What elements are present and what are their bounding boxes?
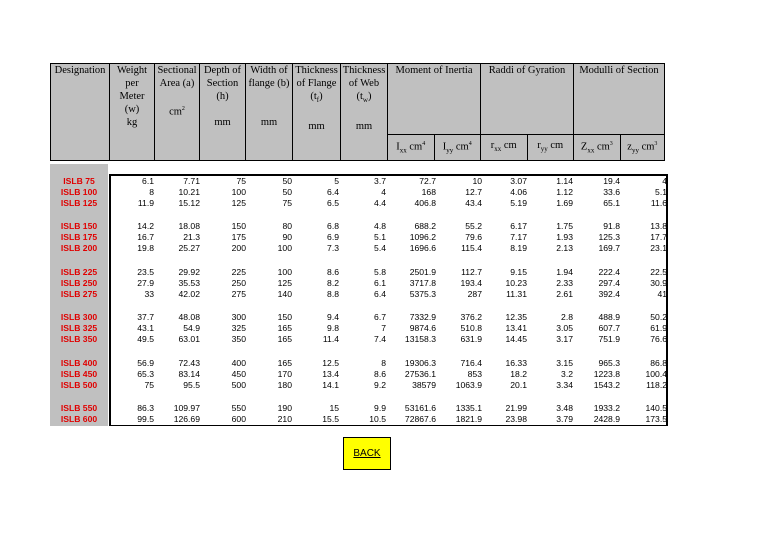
designation-cell: ISLB 600	[60, 414, 98, 424]
col-width: Width of flange (b) mm	[246, 64, 293, 161]
table-cell: 225	[231, 267, 246, 277]
table-cell: 165	[277, 358, 292, 368]
table-cell: 75	[144, 380, 154, 390]
table-cell: 12.5	[322, 358, 339, 368]
table-cell: 2.8	[561, 312, 573, 322]
table-cell: 7.3	[327, 243, 339, 253]
table-cell: 10	[472, 176, 482, 186]
col-weight: Weight per Meter (w) kg	[110, 64, 155, 161]
table-cell: 12.7	[465, 187, 482, 197]
table-cell: 19.8	[137, 243, 154, 253]
table-cell: 180	[277, 380, 292, 390]
table-cell: 210	[277, 414, 292, 424]
table-cell: 11.31	[506, 289, 527, 299]
table-cell: 5.1	[374, 232, 386, 242]
table-cell: 6.4	[374, 289, 386, 299]
table-cell: 10.23	[505, 278, 527, 288]
designation-cell: ISLB 250	[60, 278, 98, 288]
table-cell: 43.1	[137, 323, 154, 333]
table-cell: 600	[231, 414, 246, 424]
group-moment-of-inertia: Moment of Inertia	[388, 64, 481, 135]
table-cell: 56.9	[137, 358, 154, 368]
table-cell: 450	[231, 369, 246, 379]
table-cell: 19.4	[603, 176, 620, 186]
table-cell: 38579	[412, 380, 436, 390]
col-depth: Depth of Section (h) mm	[200, 64, 246, 161]
table-cell: 8	[149, 187, 154, 197]
table-cell: 9874.6	[409, 323, 436, 333]
table-cell: 716.4	[460, 358, 482, 368]
table-cell: 3.17	[556, 334, 573, 344]
col-ryy: $r_{yy}$ cm	[527, 135, 574, 161]
table-cell: 2428.9	[593, 414, 620, 424]
table-cell: 5375.3	[409, 289, 436, 299]
table-cell: 13.41	[505, 323, 527, 333]
table-cell: 168	[421, 187, 436, 197]
table-cell: 33.6	[603, 187, 620, 197]
table-cell: 11.9	[137, 198, 154, 208]
designation-cell: ISLB 400	[60, 358, 98, 368]
table-cell: 14.45	[505, 334, 527, 344]
table-cell: 6.1	[374, 278, 386, 288]
table-cell: 165	[277, 334, 292, 344]
table-cell: 400	[231, 358, 246, 368]
table-cell: 109.97	[173, 403, 200, 413]
table-cell: 300	[231, 312, 246, 322]
table-cell: 3.79	[556, 414, 573, 424]
table-cell: 3.15	[556, 358, 573, 368]
col-zyy: $z_{yy}$ $cm^3$	[620, 135, 664, 161]
table-cell: 14.2	[137, 221, 154, 231]
designation-cell: ISLB 300	[60, 312, 98, 322]
table-cell: 33	[144, 289, 154, 299]
table-cell: 49.5	[137, 334, 154, 344]
table-cell: 11.4	[322, 334, 339, 344]
table-cell: 50	[282, 176, 292, 186]
table-cell: 72867.6	[404, 414, 436, 424]
table-cell: 126.69	[173, 414, 200, 424]
designation-cell: ISLB 325	[60, 323, 98, 333]
table-cell: 43.4	[465, 198, 482, 208]
table-cell: 13.8	[650, 221, 667, 231]
table-cell: 75	[282, 198, 292, 208]
table-cell: 9.9	[374, 403, 386, 413]
back-button[interactable]: BACK	[343, 437, 391, 470]
table-cell: 100	[277, 267, 292, 277]
table-cell: 5.4	[374, 243, 386, 253]
table-cell: 54.9	[183, 323, 200, 333]
group-moduli-of-section: Modulli of Section	[574, 64, 665, 135]
col-web-thickness: Thickness of Web $(t_w)$ mm	[341, 64, 388, 161]
table-cell: 150	[231, 221, 246, 231]
table-cell: 76.6	[650, 334, 667, 344]
table-cell: 4	[381, 187, 386, 197]
table-cell: 965.3	[598, 358, 620, 368]
table-cell: 27536.1	[404, 369, 436, 379]
table-cell: 79.6	[465, 232, 482, 242]
designation-cell: ISLB 225	[60, 267, 98, 277]
table-cell: 688.2	[414, 221, 436, 231]
table-cell: 125.3	[598, 232, 620, 242]
table-cell: 1.94	[556, 267, 573, 277]
designation-cell: ISLB 350	[60, 334, 98, 344]
table-cell: 7	[381, 323, 386, 333]
table-cell: 2.13	[556, 243, 573, 253]
designation-cell: ISLB 175	[60, 232, 98, 242]
table-cell: 550	[231, 403, 246, 413]
col-zxx: $Z_{xx}$ $cm^3$	[574, 135, 621, 161]
table-cell: 37.7	[137, 312, 154, 322]
table-cell: 23.5	[137, 267, 154, 277]
table-cell: 350	[231, 334, 246, 344]
table-cell: 53161.6	[404, 403, 436, 413]
table-cell: 175	[231, 232, 246, 242]
table-cell: 170	[277, 369, 292, 379]
table-cell: 5	[334, 176, 339, 186]
group-radii-of-gyration: Raddi of Gyration	[481, 64, 574, 135]
table-cell: 1.12	[556, 187, 573, 197]
table-cell: 1933.2	[593, 403, 620, 413]
table-cell: 275	[231, 289, 246, 299]
table-cell: 9.8	[327, 323, 339, 333]
table-cell: 6.17	[510, 221, 527, 231]
table-cell: 222.4	[598, 267, 620, 277]
table-cell: 63.01	[178, 334, 200, 344]
table-cell: 18.08	[178, 221, 200, 231]
table-cell: 1543.2	[593, 380, 620, 390]
designation-cell: ISLB 75	[63, 176, 95, 186]
table-cell: 18.2	[510, 369, 527, 379]
table-cell: 8.2	[327, 278, 339, 288]
table-cell: 488.9	[598, 312, 620, 322]
table-cell: 3.7	[374, 176, 386, 186]
table-cell: 1335.1	[455, 403, 482, 413]
table-cell: 27.9	[137, 278, 154, 288]
col-rxx: $r_{xx}$ cm	[481, 135, 528, 161]
table-cell: 7332.9	[409, 312, 436, 322]
table-cell: 50.2	[650, 312, 667, 322]
table-cell: 190	[277, 403, 292, 413]
table-cell: 1.93	[556, 232, 573, 242]
data-section	[50, 164, 670, 426]
table-cell: 72.7	[419, 176, 436, 186]
table-cell: 8.6	[374, 369, 386, 379]
table-cell: 1821.9	[455, 414, 482, 424]
table-cell: 1223.8	[593, 369, 620, 379]
table-cell: 13158.3	[404, 334, 436, 344]
designation-cell: ISLB 125	[60, 198, 98, 208]
table-cell: 9.2	[374, 380, 386, 390]
table-cell: 1.69	[556, 198, 573, 208]
table-cell: 140.5	[645, 403, 667, 413]
table-cell: 25.27	[178, 243, 200, 253]
table-cell: 21.3	[183, 232, 200, 242]
table-cell: 12.35	[505, 312, 527, 322]
table-cell: 100.4	[645, 369, 667, 379]
table-cell: 607.7	[598, 323, 620, 333]
header-table	[50, 63, 665, 161]
table-cell: 22.5	[650, 267, 667, 277]
designation-cell: ISLB 275	[60, 289, 98, 299]
table-cell: 10.5	[369, 414, 386, 424]
table-cell: 65.3	[137, 369, 154, 379]
table-cell: 6.9	[327, 232, 339, 242]
table-cell: 16.33	[505, 358, 527, 368]
table-cell: 13.4	[322, 369, 339, 379]
table-cell: 95.5	[183, 380, 200, 390]
table-cell: 9.4	[327, 312, 339, 322]
designation-cell: ISLB 100	[60, 187, 98, 197]
table-cell: 3.2	[561, 369, 573, 379]
table-cell: 125	[277, 278, 292, 288]
table-cell: 3717.8	[409, 278, 436, 288]
table-cell: 29.92	[178, 267, 200, 277]
table-cell: 6.5	[327, 198, 339, 208]
table-cell: 100	[231, 187, 246, 197]
table-cell: 8.19	[510, 243, 527, 253]
table-cell: 2501.9	[409, 267, 436, 277]
table-cell: 23.1	[650, 243, 667, 253]
table-cell: 7.4	[374, 334, 386, 344]
table-cell: 4.8	[374, 221, 386, 231]
table-cell: 86.3	[137, 403, 154, 413]
table-cell: 17.7	[650, 232, 667, 242]
designation-cell: ISLB 550	[60, 403, 98, 413]
table-cell: 140	[277, 289, 292, 299]
table-cell: 48.08	[178, 312, 200, 322]
table-cell: 90	[282, 232, 292, 242]
table-cell: 50	[282, 187, 292, 197]
table-cell: 9.15	[510, 267, 527, 277]
table-cell: 23.98	[505, 414, 527, 424]
designation-cell: ISLB 450	[60, 369, 98, 379]
table-cell: 55.2	[465, 221, 482, 231]
table-cell: 287	[467, 289, 482, 299]
table-cell: 6.8	[327, 221, 339, 231]
table-cell: 91.8	[603, 221, 620, 231]
table-cell: 75	[236, 176, 246, 186]
table-cell: 42.02	[178, 289, 200, 299]
table-cell: 99.5	[137, 414, 154, 424]
table-cell: 3.48	[556, 403, 573, 413]
col-ixx: $I_{xx}$ $cm^4$	[388, 135, 435, 161]
table-cell: 14.1	[322, 380, 339, 390]
table-cell: 21.99	[505, 403, 527, 413]
table-cell: 8.8	[327, 289, 339, 299]
table-cell: 173.5	[645, 414, 667, 424]
table-cell: 165	[277, 323, 292, 333]
table-cell: 4.06	[510, 187, 527, 197]
table-cell: 20.1	[510, 380, 527, 390]
table-cell: 193.4	[460, 278, 482, 288]
col-flange-thickness: Thickness of Flange $(t_f)$ mm	[293, 64, 341, 161]
table-cell: 100	[277, 243, 292, 253]
table-cell: 5.8	[374, 267, 386, 277]
table-cell: 3.05	[556, 323, 573, 333]
designation-cell: ISLB 200	[60, 243, 98, 253]
table-cell: 150	[277, 312, 292, 322]
table-cell: 1096.2	[409, 232, 436, 242]
table-cell: 15.5	[322, 414, 339, 424]
table-cell: 61.9	[650, 323, 667, 333]
table-cell: 80	[282, 221, 292, 231]
table-cell: 325	[231, 323, 246, 333]
table-cell: 8	[381, 358, 386, 368]
designation-cell: ISLB 150	[60, 221, 98, 231]
table-cell: 200	[231, 243, 246, 253]
table-cell: 16.7	[137, 232, 154, 242]
table-cell: 853	[467, 369, 482, 379]
table-cell: 2.61	[556, 289, 573, 299]
table-cell: 15.12	[178, 198, 200, 208]
table-cell: 86.8	[650, 358, 667, 368]
table-cell: 250	[231, 278, 246, 288]
table-cell: 5.19	[510, 198, 527, 208]
table-cell: 510.8	[460, 323, 482, 333]
table-cell: 3.07	[510, 176, 527, 186]
table-cell: 297.4	[598, 278, 620, 288]
table-cell: 169.7	[598, 243, 620, 253]
table-cell: 6.1	[142, 176, 154, 186]
table-cell: 15	[329, 403, 339, 413]
table-cell: 35.53	[178, 278, 200, 288]
table-cell: 4	[662, 176, 667, 186]
table-cell: 6.4	[327, 187, 339, 197]
table-cell: 30.9	[650, 278, 667, 288]
table-cell: 7.71	[183, 176, 200, 186]
table-cell: 4.4	[374, 198, 386, 208]
table-cell: 1696.6	[409, 243, 436, 253]
col-designation: Designation	[51, 64, 110, 161]
table-cell: 392.4	[598, 289, 620, 299]
table-cell: 11.6	[650, 198, 667, 208]
table-cell: 118.2	[646, 380, 667, 390]
table-cell: 19306.3	[404, 358, 436, 368]
table-cell: 41	[657, 289, 667, 299]
table-cell: 2.33	[556, 278, 573, 288]
table-cell: 500	[231, 380, 246, 390]
table-cell: 631.9	[460, 334, 482, 344]
table-cell: 3.34	[556, 380, 573, 390]
table-cell: 112.7	[461, 267, 482, 277]
table-cell: 376.2	[460, 312, 482, 322]
table-cell: 1063.9	[455, 380, 482, 390]
table-cell: 65.1	[603, 198, 620, 208]
table-cell: 1.14	[556, 176, 573, 186]
col-iyy: $I_{yy}$ $cm^4$	[434, 135, 481, 161]
table-cell: 1.75	[556, 221, 573, 231]
table-cell: 125	[231, 198, 246, 208]
table-cell: 72.43	[178, 358, 200, 368]
table-cell: 10.21	[178, 187, 200, 197]
col-area: Sectional Area (a) $cm^2$	[155, 64, 200, 161]
table-cell: 6.7	[374, 312, 386, 322]
table-cell: 406.8	[414, 198, 436, 208]
table-cell: 115.4	[461, 243, 482, 253]
table-cell: 5.1	[655, 187, 667, 197]
table-cell: 7.17	[510, 232, 527, 242]
table-cell: 751.9	[598, 334, 620, 344]
table-cell: 83.14	[178, 369, 200, 379]
designation-cell: ISLB 500	[60, 380, 98, 390]
table-cell: 8.6	[327, 267, 339, 277]
